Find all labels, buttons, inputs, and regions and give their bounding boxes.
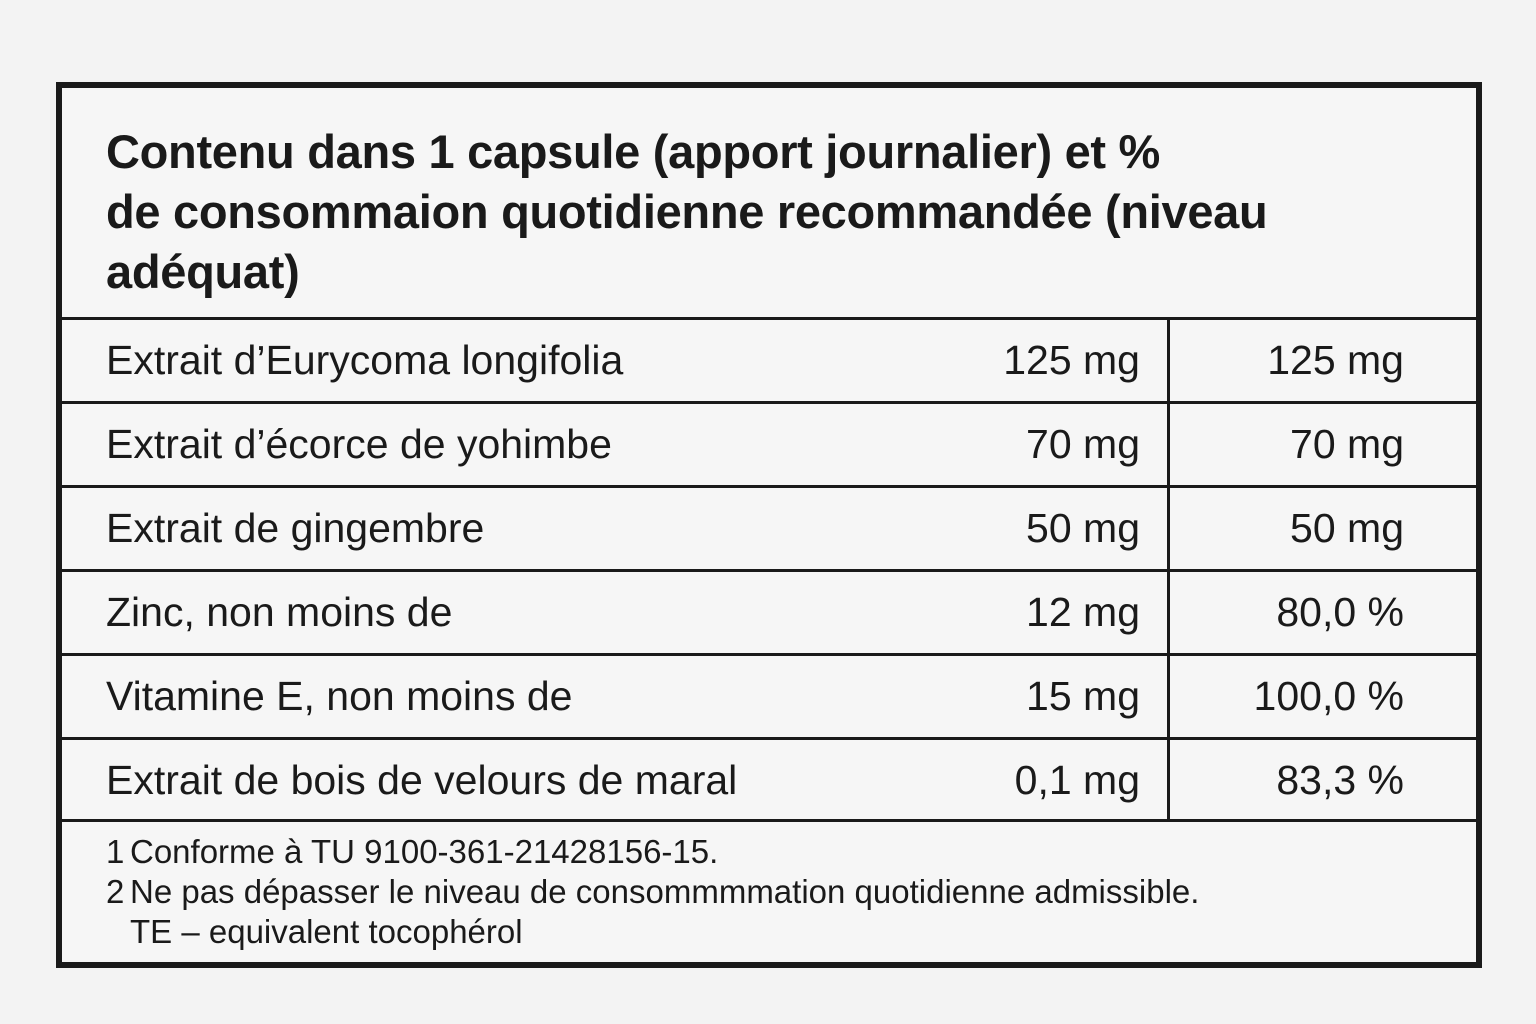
column-divider (1167, 572, 1170, 653)
ingredient-daily-value: 50 mg (1290, 505, 1404, 551)
column-divider (1167, 488, 1170, 569)
ingredient-daily-value: 83,3 % (1276, 757, 1404, 803)
title-line-1: Contenu dans 1 capsule (apport journalier) et % (106, 125, 1161, 178)
table-row (62, 320, 1476, 404)
ingredient-amount: 125 mg (1003, 337, 1140, 383)
table-title (106, 122, 1476, 302)
table-row (62, 740, 1476, 822)
title-line-3: adéquat) (106, 245, 300, 298)
column-divider (1167, 656, 1170, 737)
column-divider (1167, 740, 1170, 819)
table-header (62, 88, 1476, 320)
table-row (62, 656, 1476, 740)
ingredient-daily-value: 70 mg (1290, 421, 1404, 467)
column-divider (1167, 404, 1170, 485)
ingredient-name: Extrait de bois de velours de maral (106, 757, 738, 803)
ingredient-daily-value: 100,0 % (1253, 673, 1404, 719)
footnote-2-subline: TE – equivalent tocophérol (130, 913, 523, 950)
ingredient-rows (62, 320, 1476, 822)
ingredient-amount: 70 mg (1026, 421, 1140, 467)
title-line-2: de consommaion quotidienne recommandée (niveau (106, 185, 1268, 238)
ingredient-daily-value: 125 mg (1267, 337, 1404, 383)
ingredient-daily-value: 80,0 % (1276, 589, 1404, 635)
table-row (62, 572, 1476, 656)
ingredient-amount: 15 mg (1026, 673, 1140, 719)
footnotes (62, 822, 1476, 952)
footnote-2 (106, 872, 1476, 912)
ingredient-name: Zinc, non moins de (106, 589, 453, 635)
footnote-number: 2 (106, 873, 125, 910)
footnote-number: 1 (106, 833, 125, 870)
ingredient-name: Extrait d’Eurycoma longifolia (106, 337, 624, 383)
ingredient-name: Extrait de gingembre (106, 505, 485, 551)
footnote-text: Conforme à TU 9100-361-21428156-15. (130, 833, 719, 870)
ingredient-amount: 12 mg (1026, 589, 1140, 635)
footnote-text: Ne pas dépasser le niveau de consommmmation quotidienne admissible. (130, 873, 1200, 910)
table-row (62, 488, 1476, 572)
ingredient-name: Extrait d’écorce de yohimbe (106, 421, 612, 467)
ingredient-amount: 50 mg (1026, 505, 1140, 551)
column-divider (1167, 320, 1170, 401)
nutrition-label-table (56, 82, 1482, 968)
table-row (62, 404, 1476, 488)
footnote-1 (106, 832, 1476, 872)
ingredient-amount: 0,1 mg (1014, 757, 1140, 803)
ingredient-name: Vitamine E, non moins de (106, 673, 573, 719)
